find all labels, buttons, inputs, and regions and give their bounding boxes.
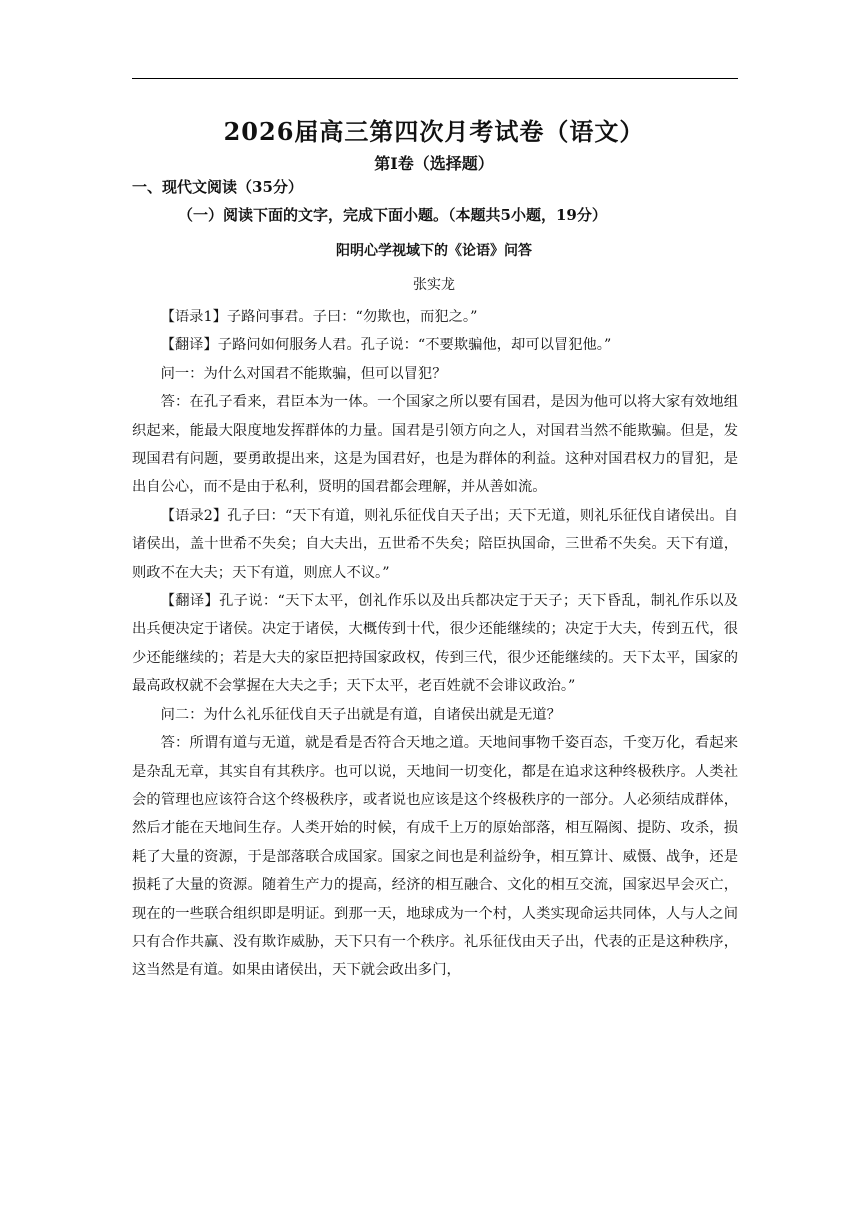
paragraph-quote-2: 【语录2】孔子曰：“天下有道，则礼乐征伐自天子出；天下无道，则礼乐征伐自诸侯出。自诸侯出，盖十世希不失矣；自大夫出，五世希不失矣；陪臣执国命，三世希不失矣。天下有道，则政不在大夫；天下有道，则庶人不议。” bbox=[132, 507, 738, 581]
article-title: 阳明心学视域下的《论语》问答 bbox=[336, 243, 532, 259]
exam-title: 2026届高三第四次月考试卷（语文） bbox=[223, 117, 645, 146]
paragraph-answer-1: 答：在孔子看来，君臣本为一体。一个国家之所以要有国君，是因为他可以将大家有效地组织起来，能最大限度地发挥群体的力量。国君是引领方向之人，对国君当然不能欺骗。但是，发现国君有问题，要勇敢提出来，这是为国君好，也是为群体的利益。这种对国君权力的冒犯，是出自公心，而不是由于私利，贤明的国君都会理解，并从善如流。 bbox=[132, 394, 738, 496]
header-rule bbox=[132, 78, 738, 79]
section-heading: 一、现代文阅读（35分） bbox=[132, 178, 303, 196]
paragraph-question-1: 问一：为什么对国君不能欺骗，但可以冒犯？ bbox=[160, 365, 447, 382]
volume-subtitle: 第Ⅰ卷（选择题） bbox=[374, 154, 494, 173]
article-author: 张实龙 bbox=[413, 277, 455, 293]
paragraph-answer-2: 答：所谓有道与无道，就是看是否符合天地之道。天地间事物千姿百态，千变万化，看起来是杂乱无章，其实自有其秩序。也可以说，天地间一切变化，都是在追求这种终极秩序。人类社会的管理也应该符合这个终极秩序，或者说也应该是这个终极秩序的一部分。人必须结成群体，然后才能在天地间生存。人类开始的时候，有成千上万的原始部落，相互隔阂、提防、攻杀，损耗了大量的资源，于是部落联合成国家。国家之间也是利益纷争，相互算计、威慑、战争，还是损耗了大量的资源。随着生产力的提高，经济的相互融合、文化的相互交流，国家迟早会灭亡，现在的一些联合组织即是明证。到那一天，地球成为一个村，人类实现命运共同体，人与人之间只有合作共赢、没有欺诈威胁，天下只有一个秩序。礼乐征伐由天子出，代表的正是这种秩序，这当然是有道。如果由诸侯出，天下就会政出多门， bbox=[132, 735, 738, 979]
paragraph-quote-1: 【语录1】子路问事君。子曰：“勿欺也，而犯之。” bbox=[160, 309, 478, 325]
article-body bbox=[132, 303, 738, 985]
paragraph-question-2: 问二：为什么礼乐征伐自天子出就是有道，自诸侯出就是无道？ bbox=[160, 706, 561, 723]
paragraph-translation-2: 【翻译】孔子说：“天下太平，创礼作乐以及出兵都决定于天子；天下昏乱，制礼作乐以及出兵便决定于诸侯。决定于诸侯，大概传到十代，很少还能继续的；决定于大夫，传到五代，很少还能继续的；若是大夫的家臣把持国家政权，传到三代，很少还能继续的。天下太平，国家的最高政权就不会掌握在大夫之手；天下太平，老百姓就不会诽议政治。” bbox=[132, 593, 738, 695]
section-instructions: （一）阅读下面的文字，完成下面小题。（本题共5小题，19分） bbox=[178, 206, 607, 224]
paragraph-translation-1: 【翻译】子路问如何服务人君。孔子说：“不要欺骗他，却可以冒犯他。” bbox=[160, 337, 612, 354]
